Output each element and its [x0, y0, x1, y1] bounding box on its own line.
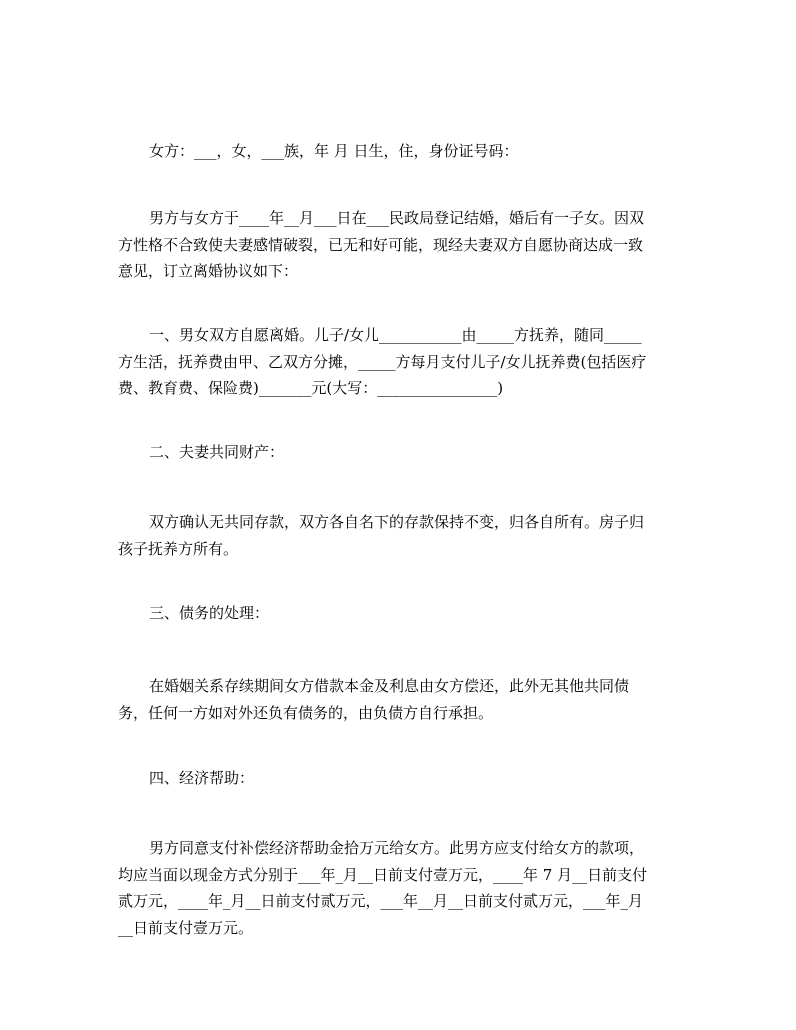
section-heading: 三、债务的处理： — [149, 604, 270, 622]
marriage-background-paragraph — [118, 205, 678, 285]
party-female-info — [118, 138, 678, 165]
clause-2-property-paragraph — [118, 509, 678, 562]
text-line: 费、教育费、保险费)_______元(大写：________________) — [118, 379, 504, 397]
text-line: 务，任何一方如对外还负有债务的，由负债方自行承担。 — [118, 703, 494, 722]
text-line: 均应当面以现金方式分别于___年_月__日前支付壹万元，____年 7 月__日前支付 — [118, 865, 648, 884]
text-line: 男方同意支付补偿经济帮助金拾万元给女方。此男方应支付给女方的款项， — [149, 839, 645, 857]
clause-2-heading — [118, 439, 678, 466]
clause-4-heading — [118, 765, 678, 792]
text-line: 一、男女双方自愿离婚。儿子/女儿___________由_____方抚养，随同_____ — [149, 326, 642, 344]
text-line: 在婚姻关系存续期间女方借款本金及利息由女方偿还，此外无其他共同债 — [149, 677, 630, 695]
clause-1-divorce-custody — [118, 322, 678, 402]
text-line: 方性格不合致使夫妻感情破裂，已无和好可能，现经夫妻双方自愿协商达成一致 — [118, 235, 644, 254]
text-line: 贰万元，____年_月__日前支付贰万元，___年__月__日前支付贰万元，___年_月 — [118, 892, 644, 910]
section-heading: 四、经济帮助： — [149, 769, 255, 787]
clause-3-debt-paragraph — [118, 673, 678, 726]
text-line: __日前支付壹万元。 — [118, 918, 254, 937]
text-line: 孩子抚养方所有。 — [118, 539, 239, 558]
clause-4-payment-paragraph — [118, 835, 678, 941]
text-line: 意见，订立离婚协议如下： — [118, 262, 299, 280]
text-line: 男方与女方于____年__月___日在___民政局登记结婚，婚后有一子女。因双 — [149, 209, 645, 227]
section-heading: 二、夫妻共同财产： — [149, 443, 285, 461]
text-line: 双方确认无共同存款，双方各自名下的存款保持不变，归各自所有。房子归 — [149, 513, 645, 531]
text-line: 方生活，抚养费由甲、乙双方分摊，_____方每月支付儿子/女儿抚养费(包括医疗 — [118, 352, 647, 371]
text-line: 女方：___，女，___族，年 月 日生，住，身份证号码： — [149, 142, 519, 160]
clause-3-heading — [118, 600, 678, 627]
